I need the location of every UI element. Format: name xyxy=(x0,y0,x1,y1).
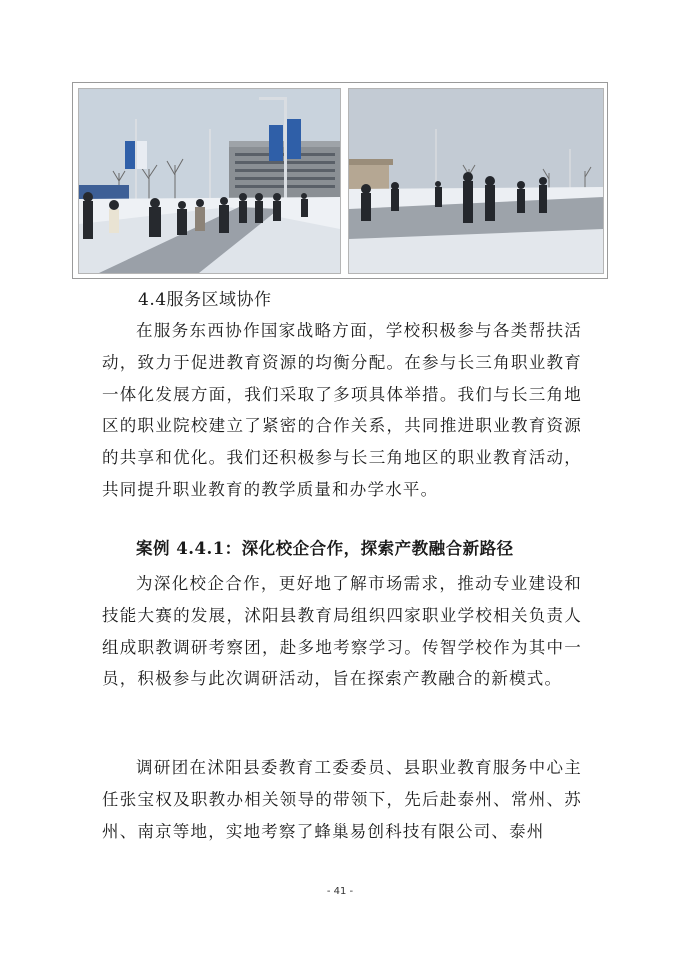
snow-clearing-campus-road-photo xyxy=(78,88,341,274)
case-title: 案例 4.4.1：深化校企合作，探索产教融合新路径 xyxy=(136,539,514,558)
section-paragraph: 在服务东西协作国家战略方面，学校积极参与各类帮扶活动，致力于促进教育资源的均衡分配。在参与长三角职业教育一体化发展方面，我们采取了多项具体举措。我们与长三角地区的职业院校建立了紧密的合作关系，共同推进职业教育资源的共享和优化。我们还积极参与长三角地区的职业教育活动，共同提升职业教育的教学质量和办学水平。 xyxy=(102,321,582,499)
photo-right-scene xyxy=(349,89,603,273)
case-paragraph-1: 为深化校企合作，更好地了解市场需求，推动专业建设和技能大赛的发展，沭阳县教育局组织四家职业学校相关负责人组成职教调研考察团，赴多地考察学习。传智学校作为其中一员，积极参与此次调研活动，旨在探索产教融合的新模式。 xyxy=(102,574,582,689)
page-number: - 41 - xyxy=(326,886,354,897)
photo-frame xyxy=(72,82,608,279)
section-heading: 4.4服务区域协作 xyxy=(138,290,272,310)
snow-clearing-plaza-photo xyxy=(348,88,604,274)
photo-left-scene xyxy=(79,89,340,273)
case-paragraph-2: 调研团在沭阳县委教育工委委员、县职业教育服务中心主任张宝权及职教办相关领导的带领下，先后赴泰州、常州、苏州、南京等地，实地考察了蜂巢易创科技有限公司、泰州 xyxy=(102,758,582,841)
